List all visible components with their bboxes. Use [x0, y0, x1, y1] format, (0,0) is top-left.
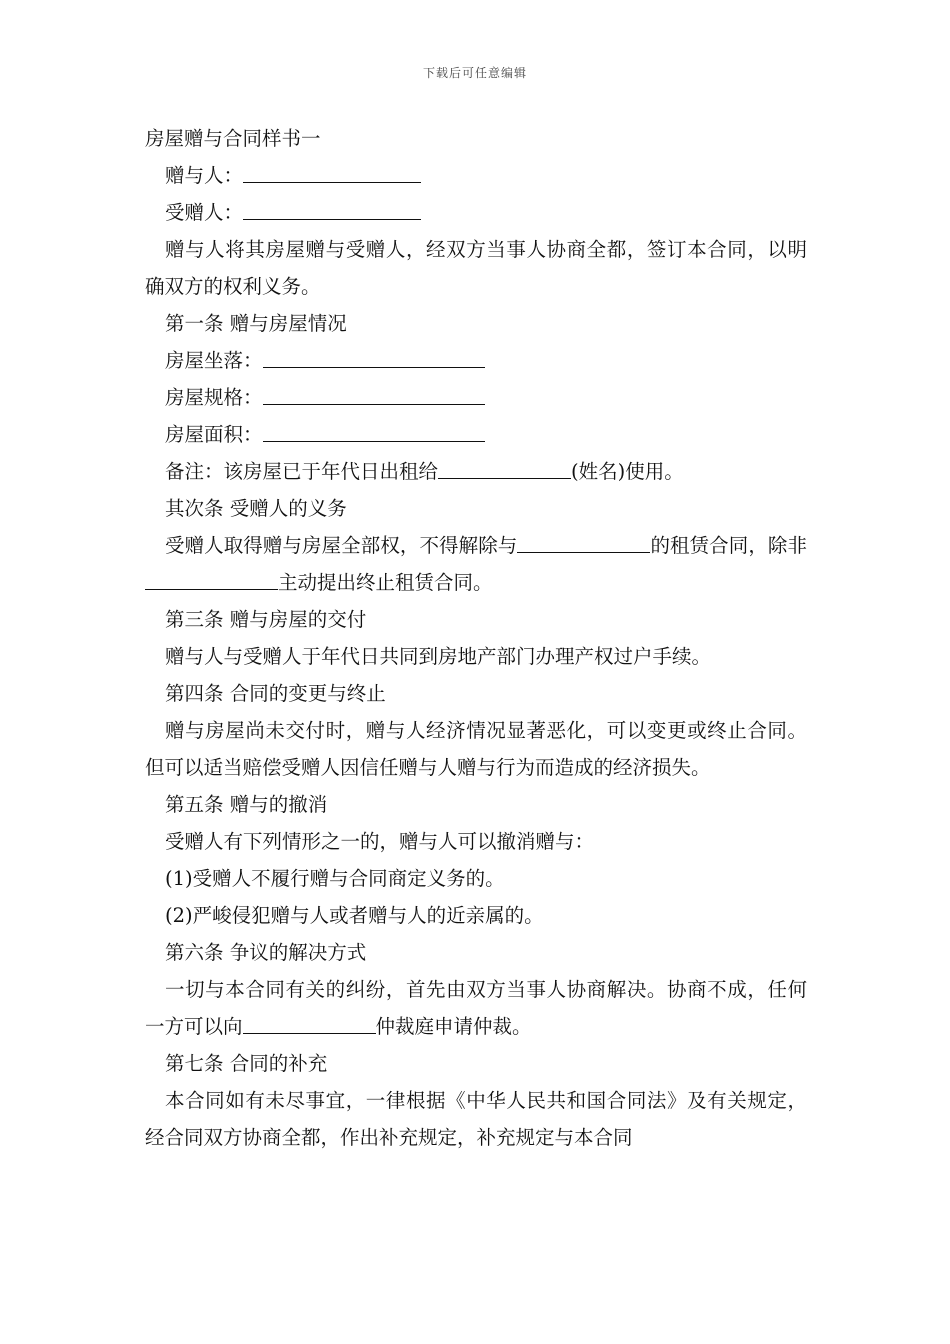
article4-paragraph: 赠与房屋尚未交付时，赠与人经济情况显著恶化，可以变更或终止合同。但可以适当赔偿受赠人因信任赠与人赠与行为而造成的经济损失。 — [145, 719, 807, 779]
intro-paragraph: 赠与人将其房屋赠与受赠人，经双方当事人协商全都，签订本合同，以明确双方的权利义务。 — [145, 238, 807, 298]
article7-heading: 第七条 合同的补充 — [165, 1052, 328, 1075]
lease-party-blank[interactable] — [517, 534, 650, 553]
donee-line — [145, 194, 807, 231]
article1-heading: 第一条 赠与房屋情况 — [165, 312, 347, 335]
article7-paragraph: 本合同如有未尽事宜，一律根据《中华人民共和国合同法》及有关规定，经合同双方协商全都，作出补充规定，补充规定与本合同 — [145, 1089, 807, 1149]
article2-text-c: 主动提出终止租赁合同。 — [278, 571, 493, 594]
location-label: 房屋坐落： — [165, 349, 263, 372]
note-line — [145, 453, 807, 490]
donee-label: 受赠人： — [165, 201, 244, 224]
article5-heading: 第五条 赠与的撤消 — [165, 793, 328, 816]
spec-blank[interactable] — [263, 386, 485, 405]
article6-text-b: 仲裁庭申请仲裁。 — [375, 1015, 532, 1038]
donor-line — [145, 157, 807, 194]
article3-heading: 第三条 赠与房屋的交付 — [165, 608, 367, 631]
area-blank[interactable] — [263, 423, 485, 442]
article3-paragraph: 赠与人与受赠人于年代日共同到房地产部门办理产权过户手续。 — [165, 645, 712, 668]
arbitration-blank[interactable] — [243, 1015, 376, 1034]
article2-text-b: 的租赁合同，除非 — [650, 534, 807, 557]
donee-blank[interactable] — [243, 201, 421, 220]
spec-line — [145, 379, 807, 416]
location-blank[interactable] — [263, 349, 485, 368]
terminator-blank[interactable] — [145, 571, 278, 590]
article2-paragraph — [145, 527, 807, 601]
note-text-b: (姓名)使用。 — [571, 460, 684, 483]
article5-item-1: (1)受赠人不履行赠与合同商定义务的。 — [165, 867, 505, 890]
spec-label: 房屋规格： — [165, 386, 263, 409]
article2-text-a: 受赠人取得赠与房屋全部权，不得解除与 — [165, 534, 518, 557]
article2-heading: 其次条 受赠人的义务 — [165, 497, 347, 520]
article5-text: 受赠人有下列情形之一的，赠与人可以撤消赠与： — [165, 830, 595, 853]
note-text-a: 备注：该房屋已于年代日出租给 — [165, 460, 439, 483]
tenant-blank[interactable] — [438, 460, 571, 479]
document-title: 房屋赠与合同样书一 — [145, 127, 321, 150]
document-body — [145, 120, 807, 1156]
article5-item-2: (2)严峻侵犯赠与人或者赠与人的近亲属的。 — [165, 904, 544, 927]
article6-heading: 第六条 争议的解决方式 — [165, 941, 367, 964]
article6-text-a: 一切与本合同有关的纠纷，首先由双方当事人协商解决。协商不成，任何一方可以向 — [145, 978, 807, 1038]
donor-blank[interactable] — [243, 164, 421, 183]
area-label: 房屋面积： — [165, 423, 263, 446]
article4-heading: 第四条 合同的变更与终止 — [165, 682, 386, 705]
page-header: 下载后可任意编辑 — [422, 66, 527, 80]
article6-paragraph — [145, 971, 807, 1045]
donor-label: 赠与人： — [165, 164, 244, 187]
location-line — [145, 342, 807, 379]
area-line — [145, 416, 807, 453]
